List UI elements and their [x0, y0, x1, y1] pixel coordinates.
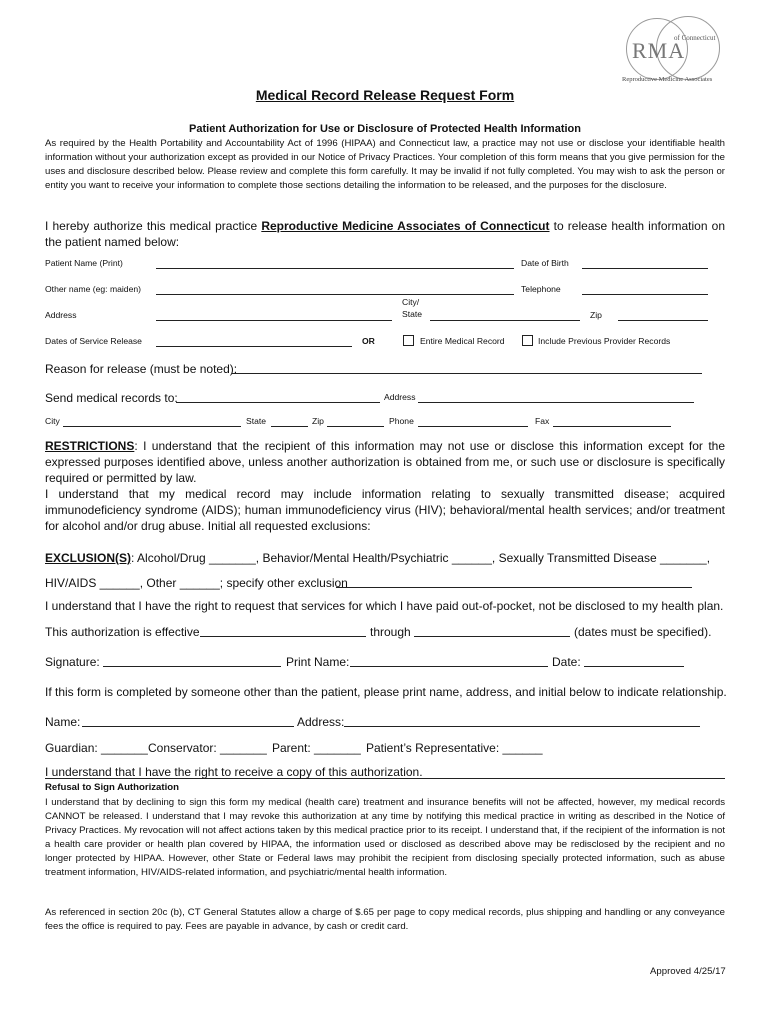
form-title: Medical Record Release Request Form	[255, 87, 515, 103]
exclusions-line-1	[45, 550, 710, 566]
or-label: OR	[362, 336, 375, 346]
intro-paragraph: As required by the Health Portability and Accountability Act of 1996 (HIPAA) and Connecticut law, a practice may not use or disclose your identifiable health information without your authorization except as provided in our Notice of Privacy Practices. Your completion of this form means that you give permission for the uses and disclosure described below. Please review and complete this form carefully. It may be invalid if not fully completed. You may wish to ask the person or entity you want to receive your information to complete those sections detailing the information to be released, and the purposes for the disclosure.	[45, 138, 725, 191]
row2-state-field[interactable]	[271, 426, 308, 427]
address-field[interactable]	[156, 320, 392, 321]
row2-zip-label: Zip	[312, 416, 324, 426]
paid-statement: I understand that I have the right to request that services for which I have paid out-of-pocket, not be disclosed to my health plan.	[45, 599, 724, 613]
entire-record-checkbox[interactable]	[403, 335, 414, 346]
parent-option[interactable]: Parent: _______	[272, 741, 361, 755]
date-label: Date:	[552, 655, 581, 669]
exclusions-label: EXCLUSION(S)	[45, 551, 132, 565]
dob-field[interactable]	[582, 268, 708, 269]
rep-name-field[interactable]	[82, 726, 294, 727]
rma-logo	[622, 14, 732, 86]
conservator-option[interactable]: Conservator: _______	[148, 741, 267, 755]
restrictions-text: : I understand that the recipient of this information may not use or disclose this information except for the expressed purposes identified above, unless another authorization is obtained from me, or such use or disclosure is specifically required or permitted by law.	[45, 439, 725, 485]
state-label: State	[402, 309, 423, 319]
effective-to-field[interactable]	[414, 636, 570, 637]
authorize-statement	[45, 218, 725, 250]
other-exclusion-field[interactable]	[336, 587, 692, 588]
through-label: through	[370, 625, 411, 639]
city-state-field[interactable]	[430, 320, 580, 321]
rep-address-field[interactable]	[344, 726, 700, 727]
completed-by-statement: If this form is completed by someone other than the patient, please print name, address, and initial below to indicate relationship.	[45, 685, 727, 699]
other-name-label: Other name (eg: maiden)	[45, 284, 142, 294]
dates-service-field[interactable]	[156, 346, 352, 347]
reason-label: Reason for release (must be noted):	[45, 362, 238, 376]
exclusions-hiv: HIV/AIDS ______, Other ______; specify other exclusion	[45, 576, 348, 590]
dates-specified-note: (dates must be specified).	[574, 625, 712, 639]
approved-date: Approved 4/25/17	[650, 966, 726, 977]
charge-paragraph: As referenced in section 20c (b), CT General Statutes allow a charge of $.65 per page to copy medical records, plus shipping and handling or any conveyance fees the office is required to pay. Fees are payable in advance, by cash or credit card.	[45, 907, 725, 932]
row2-state-label: State	[246, 416, 267, 426]
row2-fax-label: Fax	[535, 416, 550, 426]
include-prev-checkbox[interactable]	[522, 335, 533, 346]
exclusions-alcohol: : Alcohol/Drug _______, Behavior/Mental Health/Psychiatric ______, Sexually Transmitted Disease _______,	[131, 551, 711, 565]
copy-right-statement: I understand that I have the right to receive a copy of this authorization.	[45, 765, 423, 779]
zip-field[interactable]	[618, 320, 708, 321]
other-name-field[interactable]	[156, 294, 514, 295]
practice-name: Reproductive Medicine Associates of Connecticut	[261, 219, 550, 233]
logo-name: Reproductive Medicine Associates	[622, 76, 713, 83]
patient-name-label: Patient Name (Print)	[45, 258, 123, 268]
telephone-field[interactable]	[582, 294, 708, 295]
patient-rep-option[interactable]: Patient’s Representative: ______	[366, 741, 543, 755]
section-divider	[45, 778, 725, 779]
authorize-pre: I hereby authorize this medical practice	[45, 219, 262, 233]
include-prev-label: Include Previous Provider Records	[538, 336, 671, 346]
send-to-field[interactable]	[176, 402, 380, 403]
print-name-label: Print Name:	[286, 655, 350, 669]
logo-letters: RMA	[632, 38, 686, 63]
effective-label: This authorization is effective	[45, 625, 200, 639]
entire-record-label: Entire Medical Record	[420, 336, 505, 346]
refusal-paragraph: I understand that by declining to sign this form my medical (health care) treatment and insurance benefits will not be affected, however, my medical records CANNOT be released. I understand that I may revoke this authorization at any time by notifying this medical practice in writing as described in the Notice of Privacy Practices. My revocation will not affect actions taken by this medical practice prior to its receipt. I understand that, if the recipient of the information is not a health care provider or health plan covered by HIPAA, the information used or disclosed as described above may be redisclosed by the recipient and no longer protected by HIPAA. However, other State or Federal laws may prohibit the recipient from disclosing specially protected information, such as abuse treatment information, HIV/AIDS-related information, and psychiatric/mental health information.	[45, 797, 725, 878]
row2-phone-label: Phone	[389, 416, 414, 426]
zip-label: Zip	[590, 310, 602, 320]
authorize-post: to release health information on the patient named below:	[45, 219, 726, 249]
rep-name-label: Name:	[45, 715, 81, 729]
patient-name-field[interactable]	[156, 268, 514, 269]
row2-phone-field[interactable]	[418, 426, 528, 427]
date-field[interactable]	[584, 666, 684, 667]
reason-field[interactable]	[232, 373, 702, 374]
form-subtitle: Patient Authorization for Use or Disclosure of Protected Health Information	[189, 123, 581, 135]
telephone-label: Telephone	[521, 284, 561, 294]
send-address-label: Address	[384, 392, 416, 402]
effective-from-field[interactable]	[200, 636, 366, 637]
rep-address-label: Address:	[297, 715, 345, 729]
city-label: City/	[402, 297, 420, 307]
dob-label: Date of Birth	[521, 258, 569, 268]
signature-label: Signature:	[45, 655, 100, 669]
send-address-field[interactable]	[418, 402, 694, 403]
restrictions-paragraph-2: I understand that my medical record may include information relating to sexually transmitted disease; acquired immunodeficiency syndrome (AIDS); human immunodeficiency virus (HIV); behavioral/mental health services; and/or treatment for alcohol and/or drug abuse. Initial all requested exclusions:	[45, 487, 725, 533]
address-label: Address	[45, 310, 77, 320]
row2-zip-field[interactable]	[327, 426, 384, 427]
refusal-title: Refusal to Sign Authorization	[45, 782, 179, 793]
guardian-option[interactable]: Guardian: _______	[45, 741, 148, 755]
send-to-label: Send medical records to:	[45, 391, 178, 405]
dates-service-label: Dates of Service Release	[45, 336, 142, 346]
restrictions-label: RESTRICTIONS	[45, 439, 135, 453]
restrictions-paragraph	[45, 438, 725, 486]
logo-of-connecticut: of Connecticut	[674, 34, 716, 42]
row2-city-label: City	[45, 416, 60, 426]
row2-city-field[interactable]	[63, 426, 241, 427]
print-name-field[interactable]	[350, 666, 548, 667]
signature-field[interactable]	[103, 666, 281, 667]
row2-fax-field[interactable]	[553, 426, 671, 427]
